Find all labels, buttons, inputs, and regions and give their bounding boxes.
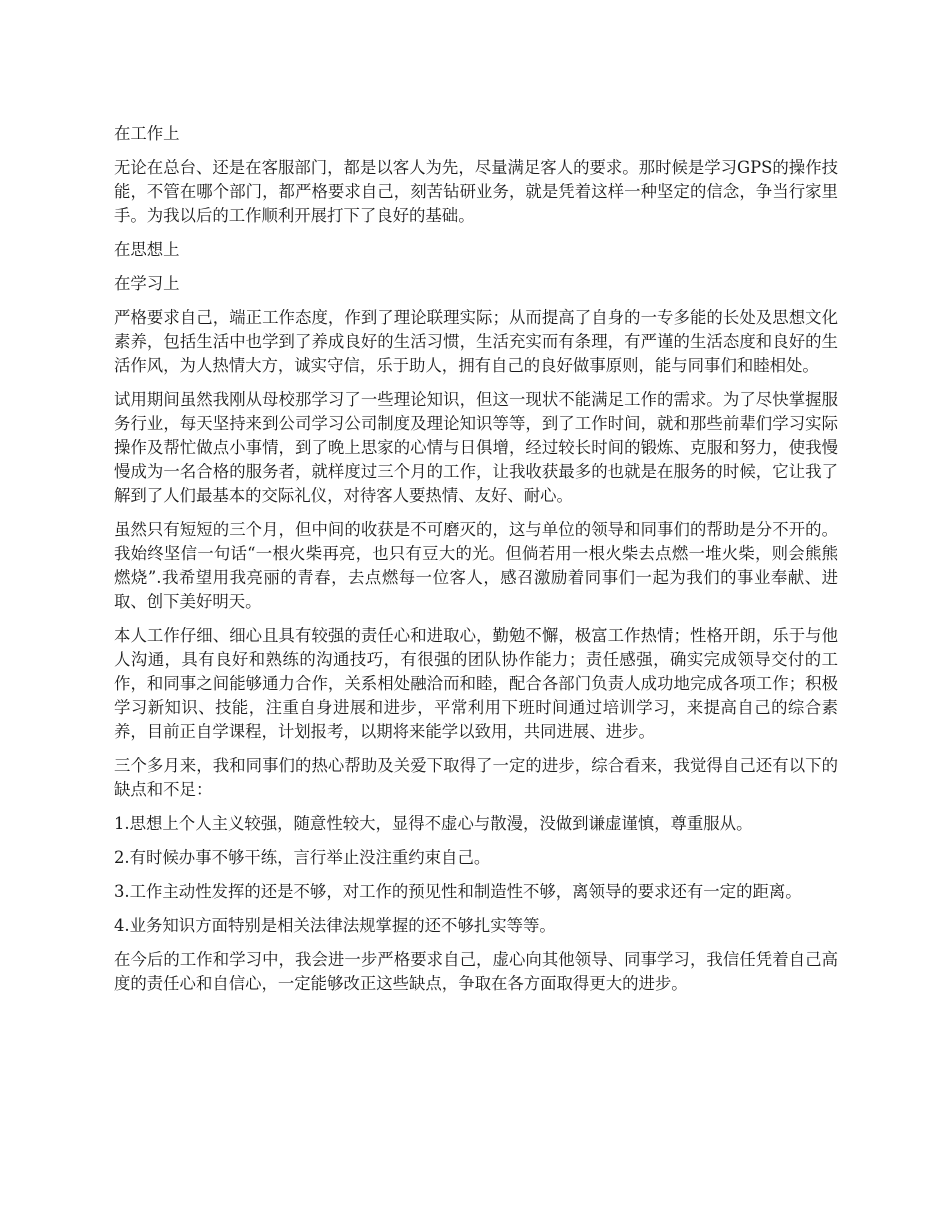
paragraph-shortcomings-intro: 三个多月来，我和同事们的热心帮助及关爱下取得了一定的进步，综合看来，我觉得自己还有以下的缺点和不足： — [114, 756, 838, 799]
list-item-shortcoming-4: 4.业务知识方面特别是相关法律法规掌握的还不够扎实等等。 — [114, 916, 556, 935]
paragraph-three-months: 虽然只有短短的三个月，但中间的收获是不可磨灭的，这与单位的领导和同事们的帮助是分不开的。我始终坚信一句话“一根火柴再亮，也只有豆大的光。但倘若用一根火柴去点燃一堆火柴，则会熊熊燃烧”.我希望用我亮丽的青春，去点燃每一位客人，感召激励着同事们一起为我们的事业奉献、进取、创下美好明天。 — [114, 520, 838, 611]
heading-in-thought: 在思想上 — [114, 240, 180, 259]
heading-in-study: 在学习上 — [114, 274, 180, 293]
paragraph-probation-period: 试用期间虽然我刚从母校那学习了一些理论知识，但这一现状不能满足工作的需求。为了尽快掌握服务行业，每天坚持来到公司学习公司制度及理论知识等等，到了工作时间，就和那些前辈们学习实际操作及帮忙做点小事情，到了晚上思家的心情与日俱增，经过较长时间的锻炼、克服和努力，使我慢慢成为一名合格的服务者，就样度过三个月的工作，让我收获最多的也就是在服务的时候，它让我了解到了人们最基本的交际礼仪，对待客人要热情、友好、耐心。 — [114, 390, 838, 505]
paragraph-self-assessment: 本人工作仔细、细心且具有较强的责任心和进取心，勤勉不懈，极富工作热情；性格开朗，乐于与他人沟通，具有良好和熟练的沟通技巧，有很强的团队协作能力；责任感强，确实完成领导交付的工作，和同事之间能够通力合作，关系相处融洽而和睦，配合各部门负责人成功地完成各项工作；积极学习新知识、技能，注重自身进展和进步，平常利用下班时间通过培训学习，来提高自己的综合素养，目前正自学课程，计划报考，以期将来能学以致用，共同进展、进步。 — [114, 626, 838, 741]
paragraph-customer-service: 无论在总台、还是在客服部门，都是以客人为先，尽量满足客人的要求。那时候是学习GPS的操作技能，不管在哪个部门，都严格要求自己，刻苦钻研业务，就是凭着这样一种坚定的信念，争当行家里手。为我以后的工作顺利开展打下了良好的基础。 — [114, 158, 838, 225]
paragraph-future-plans: 在今后的工作和学习中，我会进一步严格要求自己，虚心向其他领导、同事学习，我信任凭着自己高度的责任心和自信心，一定能够改正这些缺点，争取在各方面取得更大的进步。 — [114, 950, 838, 993]
document-body — [114, 122, 838, 1006]
heading-at-work: 在工作上 — [114, 124, 180, 143]
list-item-shortcoming-2: 2.有时候办事不够干练，言行举止没注重约束自己。 — [114, 848, 491, 867]
list-item-shortcoming-3: 3.工作主动性发挥的还是不够，对工作的预见性和制造性不够，离领导的要求还有一定的距离。 — [114, 882, 802, 901]
list-item-shortcoming-1: 1.思想上个人主义较强，随意性较大，显得不虚心与散漫，没做到谦虚谨慎，尊重服从。 — [114, 814, 753, 833]
paragraph-strict-requirements: 严格要求自己，端正工作态度，作到了理论联理实际；从而提高了自身的一专多能的长处及思想文化素养，包括生活中也学到了养成良好的生活习惯，生活充实而有条理，有严谨的生活态度和良好的生活作风，为人热情大方，诚实守信，乐于助人，拥有自己的良好做事原则，能与同事们和睦相处。 — [114, 308, 838, 375]
